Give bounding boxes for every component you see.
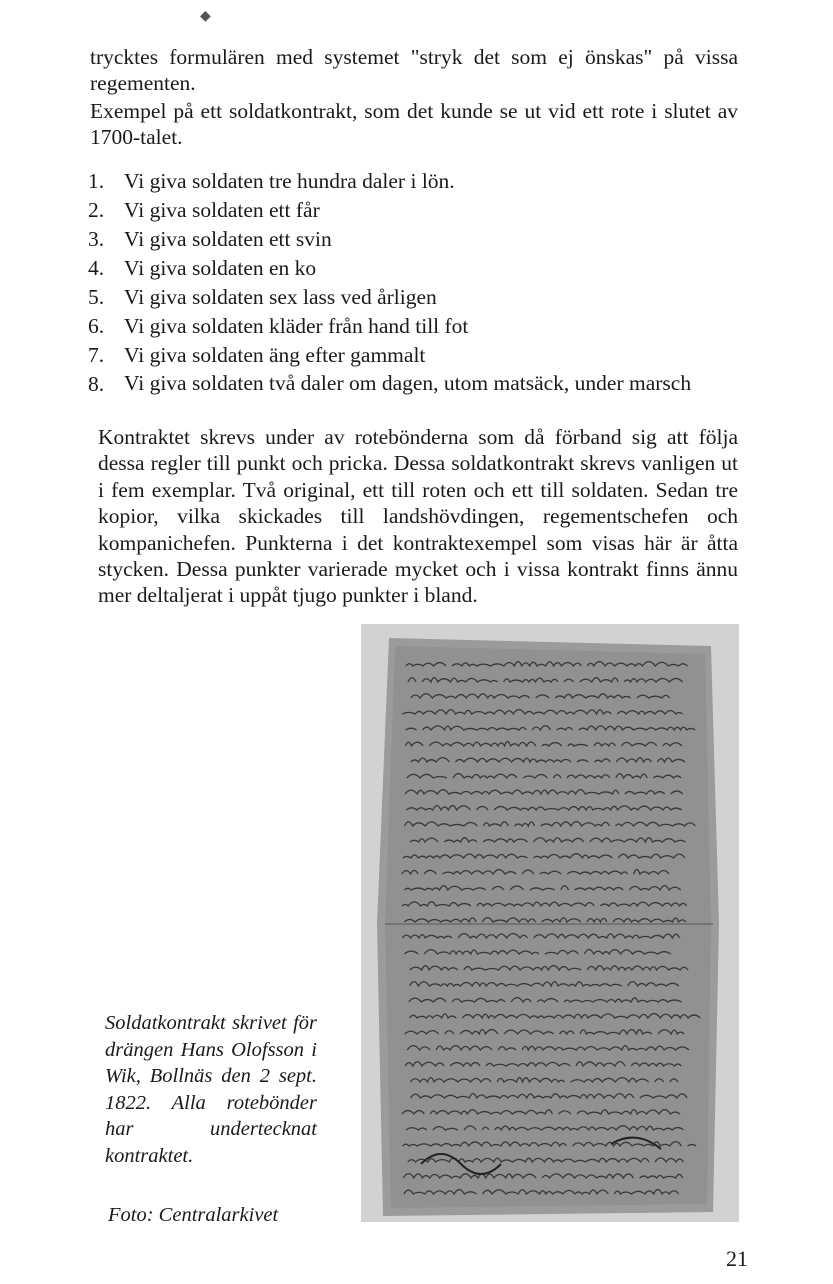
list-item	[88, 341, 738, 370]
list-item-text: Vi giva soldaten tre hundra daler i lön.	[124, 169, 455, 193]
list-item-text: Vi giva soldaten två daler om dagen, utom matsäck, under marsch	[124, 371, 692, 395]
scan-mark-icon: ◆	[200, 9, 211, 24]
list-item-text: Vi giva soldaten sex lass ved årligen	[124, 285, 437, 309]
list-item-text: Vi giva soldaten kläder från hand till fot	[124, 314, 469, 338]
list-item	[88, 254, 738, 283]
paragraph-example: Exempel på ett soldatkontrakt, som det kunde se ut vid ett rote i slutet av 1700-talet.	[90, 99, 738, 149]
list-item	[88, 225, 738, 254]
list-item	[88, 370, 738, 399]
list-item	[88, 167, 738, 196]
photo-credit: Foto: Centralarkivet	[108, 1204, 279, 1226]
list-item-number: 7.	[88, 343, 105, 367]
photo-caption: Soldatkontrakt skrivet för drängen Hans Olofsson i Wik, Bollnäs den 2 sept. 1822. Alla rotebönder har undertecknat kontraktet.	[105, 1012, 317, 1167]
list-item-number: 3.	[88, 227, 105, 251]
list-item-number: 1.	[88, 169, 105, 193]
list-item-number: 2.	[88, 198, 105, 222]
page-number: 21	[726, 1246, 748, 1271]
list-item	[88, 196, 738, 225]
list-item	[88, 312, 738, 341]
list-item-text: Vi giva soldaten en ko	[124, 256, 317, 280]
list-item-number: 6.	[88, 314, 105, 338]
list-item	[88, 283, 738, 312]
handwritten-contract-image	[361, 624, 739, 1222]
paragraph-intro: trycktes formulären med systemet "stryk det som ej önskas" på vissa regementen.	[90, 45, 738, 95]
paragraph-contract-details: Kontraktet skrevs under av rotebönderna som då förband sig att följa dessa regler till punkt och pricka. Dessa soldatkontrakt skrevs vanligen ut i fem exemplar. Två original, ett till roten och ett till soldaten. Sedan tre kopior, vilka skickades till landshövdingen, regementschefen och kompanichefen. Punkterna i det kontraktexempel som visas här är åtta stycken. Dessa punkter varierade mycket och i vissa kontrakt finns ännu mer deltaljerat i uppåt tjugo punkter i bland.	[98, 425, 738, 608]
list-item-number: 8.	[88, 372, 105, 396]
list-item-text: Vi giva soldaten ett svin	[124, 227, 332, 251]
list-item-text: Vi giva soldaten äng efter gammalt	[124, 343, 426, 367]
list-item-text: Vi giva soldaten ett får	[124, 198, 320, 222]
list-item-number: 5.	[88, 285, 105, 309]
contract-photo	[361, 624, 739, 1222]
list-item-number: 4.	[88, 256, 105, 280]
contract-list	[88, 167, 738, 399]
